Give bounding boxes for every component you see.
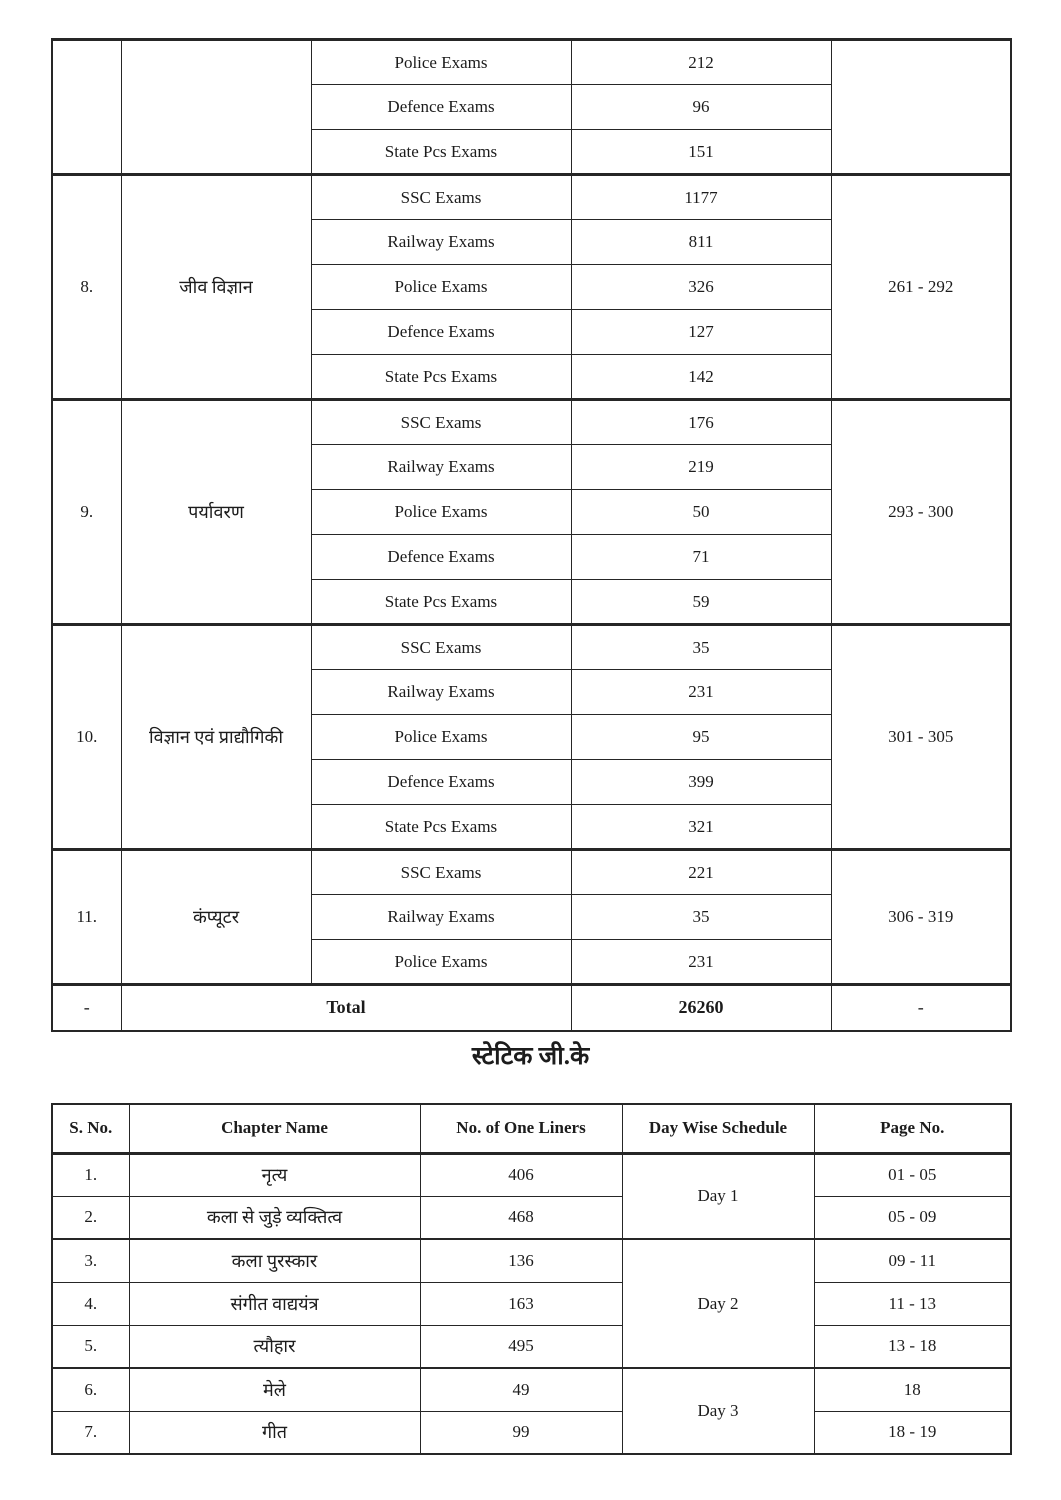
exam-name-cell: Railway Exams [311,895,571,940]
chapter-wise-exam-table [51,38,1012,1032]
exam-row [52,625,1011,670]
page-number-cell: 05 - 09 [814,1196,1011,1239]
exam-name-cell: SSC Exams [311,175,571,220]
question-count-cell: 231 [571,940,831,985]
serial-number-cell [52,40,121,175]
question-count-cell: 176 [571,400,831,445]
question-count-cell: 321 [571,805,831,850]
static-gk-row [52,1196,1011,1239]
question-count-cell: 142 [571,355,831,400]
serial-number-cell: 6. [52,1368,129,1411]
question-count-cell: 95 [571,715,831,760]
total-pages-cell: - [831,985,1011,1031]
exam-name-cell: State Pcs Exams [311,580,571,625]
column-header: Chapter Name [129,1104,420,1153]
question-count-cell: 127 [571,310,831,355]
total-label-cell: Total [121,985,571,1031]
exam-name-cell: Police Exams [311,265,571,310]
page-number-cell: 18 - 19 [814,1411,1011,1454]
total-serial-cell: - [52,985,121,1031]
chapter-name-cell [121,40,311,175]
column-header: S. No. [52,1104,129,1153]
question-count-cell: 35 [571,625,831,670]
column-header: Page No. [814,1104,1011,1153]
serial-number-cell: 10. [52,625,121,850]
serial-number-cell: 5. [52,1325,129,1368]
exam-name-cell: SSC Exams [311,625,571,670]
question-count-cell: 221 [571,850,831,895]
exam-name-cell: Police Exams [311,490,571,535]
static-gk-table [51,1103,1012,1455]
chapter-name-cell: कंप्यूटर [121,850,311,985]
chapter-name-cell: मेले [129,1368,420,1411]
exam-name-cell: State Pcs Exams [311,805,571,850]
page-range-cell [831,40,1011,175]
exam-name-cell: Railway Exams [311,670,571,715]
static-gk-row [52,1325,1011,1368]
exam-name-cell: Defence Exams [311,310,571,355]
question-count-cell: 231 [571,670,831,715]
exam-row [52,850,1011,895]
page-range-cell: 306 - 319 [831,850,1011,985]
day-schedule-cell: Day 2 [622,1239,814,1368]
static-gk-row [52,1368,1011,1411]
one-liner-count-cell: 99 [420,1411,622,1454]
one-liner-count-cell: 163 [420,1282,622,1325]
chapter-name-cell: कला पुरस्कार [129,1239,420,1282]
question-count-cell: 96 [571,85,831,130]
chapter-name-cell: विज्ञान एवं प्राद्यौगिकी [121,625,311,850]
question-count-cell: 399 [571,760,831,805]
page-number-cell: 09 - 11 [814,1239,1011,1282]
exam-name-cell: Railway Exams [311,445,571,490]
serial-number-cell: 11. [52,850,121,985]
total-value-cell: 26260 [571,985,831,1031]
question-count-cell: 50 [571,490,831,535]
chapter-name-cell: संगीत वाद्ययंत्र [129,1282,420,1325]
static-gk-row [52,1239,1011,1282]
column-header: Day Wise Schedule [622,1104,814,1153]
exam-name-cell: Police Exams [311,40,571,85]
question-count-cell: 35 [571,895,831,940]
static-gk-row [52,1153,1011,1196]
one-liner-count-cell: 495 [420,1325,622,1368]
exam-row [52,40,1011,85]
section-title: स्टेटिक जी.के [471,1043,590,1070]
question-count-cell: 151 [571,130,831,175]
exam-name-cell: SSC Exams [311,850,571,895]
serial-number-cell: 7. [52,1411,129,1454]
exam-row [52,175,1011,220]
serial-number-cell: 8. [52,175,121,400]
one-liner-count-cell: 406 [420,1153,622,1196]
chapter-name-cell: नृत्य [129,1153,420,1196]
page-range-cell: 261 - 292 [831,175,1011,400]
exam-name-cell: State Pcs Exams [311,130,571,175]
day-schedule-cell: Day 3 [622,1368,814,1454]
exam-name-cell: Defence Exams [311,760,571,805]
page-range-cell: 301 - 305 [831,625,1011,850]
total-row [52,985,1011,1031]
question-count-cell: 811 [571,220,831,265]
exam-name-cell: Defence Exams [311,535,571,580]
chapter-name-cell: त्यौहार [129,1325,420,1368]
exam-name-cell: Police Exams [311,715,571,760]
chapter-name-cell: कला से जुड़े व्यक्तित्व [129,1196,420,1239]
question-count-cell: 71 [571,535,831,580]
one-liner-count-cell: 49 [420,1368,622,1411]
page-number-cell: 11 - 13 [814,1282,1011,1325]
question-count-cell: 212 [571,40,831,85]
exam-name-cell: Police Exams [311,940,571,985]
serial-number-cell: 2. [52,1196,129,1239]
exam-name-cell: State Pcs Exams [311,355,571,400]
exam-name-cell: Railway Exams [311,220,571,265]
chapter-name-cell: जीव विज्ञान [121,175,311,400]
serial-number-cell: 3. [52,1239,129,1282]
serial-number-cell: 4. [52,1282,129,1325]
column-header: No. of One Liners [420,1104,622,1153]
question-count-cell: 326 [571,265,831,310]
exam-name-cell: SSC Exams [311,400,571,445]
page-range-cell: 293 - 300 [831,400,1011,625]
chapter-name-cell: पर्यावरण [121,400,311,625]
static-gk-row [52,1411,1011,1454]
chapter-name-cell: गीत [129,1411,420,1454]
one-liner-count-cell: 468 [420,1196,622,1239]
question-count-cell: 219 [571,445,831,490]
static-gk-header-row [52,1104,1011,1153]
question-count-cell: 59 [571,580,831,625]
question-count-cell: 1177 [571,175,831,220]
serial-number-cell: 1. [52,1153,129,1196]
exam-name-cell: Defence Exams [311,85,571,130]
page-number-cell: 18 [814,1368,1011,1411]
static-gk-row [52,1282,1011,1325]
page-number-cell: 13 - 18 [814,1325,1011,1368]
page-number-cell: 01 - 05 [814,1153,1011,1196]
one-liner-count-cell: 136 [420,1239,622,1282]
exam-row [52,400,1011,445]
serial-number-cell: 9. [52,400,121,625]
day-schedule-cell: Day 1 [622,1153,814,1239]
